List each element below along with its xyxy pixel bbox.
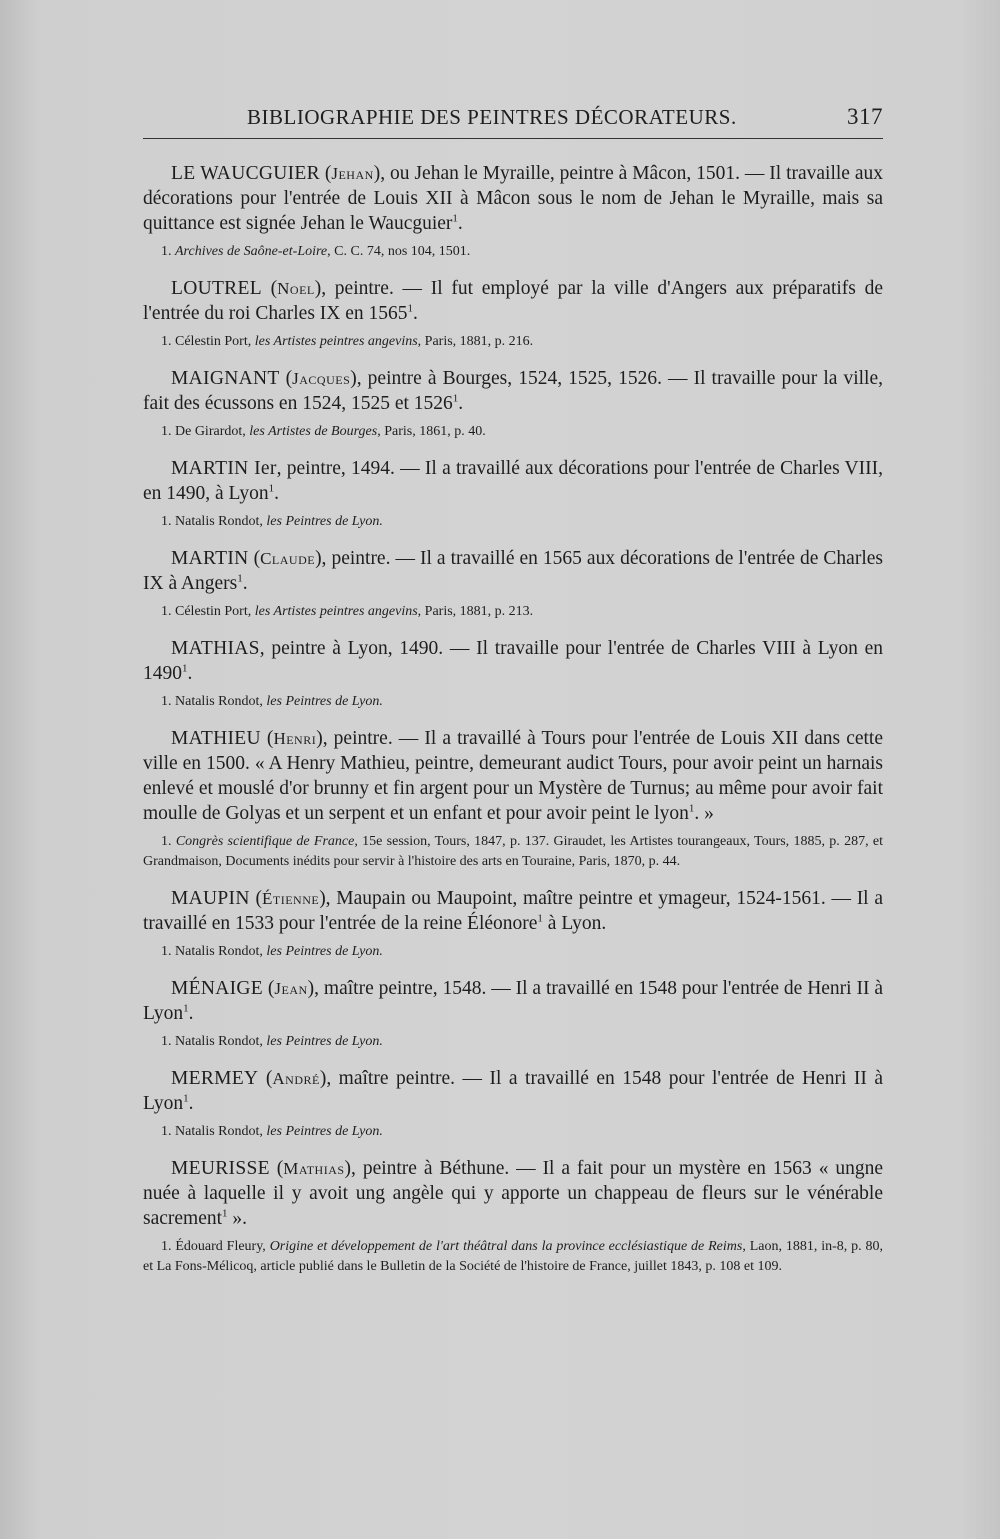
footnote-author: Célestin Port, <box>175 334 255 349</box>
paren: ( <box>263 978 275 999</box>
footnote-title: les Artistes de Bourges <box>249 424 378 439</box>
footnote-ref: 1 <box>182 662 188 675</box>
bibliography-entry <box>143 161 883 262</box>
entry-name: MATHIAS <box>171 638 260 659</box>
entry-body: ), ou Jehan le Myraille, peintre à Mâcon, 1501. — Il travaille aux décorations pour l'entrée de Louis XII à Mâcon sous le nom de Jehan le Myraille, mais sa quittance est signée Jehan le Waucguier <box>143 163 883 234</box>
footnote-number: 1. <box>161 694 172 709</box>
entry-text <box>143 726 883 826</box>
footnote-ref: 1 <box>237 572 243 585</box>
footnote-ref: 1 <box>407 302 414 315</box>
footnote-details: , 15e session, Tours, 1847, p. 137. Giraudet, les Artistes tourangeaux, Tours, 1885, p. 287, et Grandmaison, Documents inédits pour servir à l'histoire des arts en Touraine, Paris, 1870, p. 44. <box>143 834 883 869</box>
entry-end: . <box>458 393 464 414</box>
footnote-title: les Peintres de Lyon. <box>266 514 383 529</box>
entry-text <box>143 1066 883 1116</box>
bibliography-entry <box>143 1156 883 1277</box>
footnote-author: Natalis Rondot, <box>175 1124 267 1139</box>
paren: ( <box>248 548 261 569</box>
bibliography-entry <box>143 1066 883 1142</box>
footnote <box>143 512 883 532</box>
footnote <box>143 602 883 622</box>
footnote-title: les Artistes peintres angevins <box>254 604 418 619</box>
entry-forename: André <box>272 1069 320 1088</box>
footnote <box>143 242 883 262</box>
entry-body: ), peintre. — Il a travaillé à Tours pour l'entrée de Louis XII dans cette ville en 1500. « A Henry Mathieu, peintre, demeurant audict Tours, pour avoir peint un harnais enlevé et mouslé d'or brunny et fin argent pour un Mystère de Turnus; au même pour avoir fait moulle de Golyas et un serpent et un enfant et pour avoir peint le lyon <box>143 728 883 824</box>
entry-body: ), peintre à Bourges, 1524, 1525, 1526. — Il travaille pour la ville, fait des écussons en 1524, 1525 et 1526 <box>143 368 883 414</box>
footnote-number: 1. <box>161 1124 172 1139</box>
entry-forename: Noel <box>277 279 315 298</box>
footnote-ref: 1 <box>537 912 543 925</box>
footnote-ref: 1 <box>183 1002 189 1015</box>
footnote <box>143 942 883 962</box>
footnote-ref: 1 <box>183 1092 189 1105</box>
footnote-author: Natalis Rondot, <box>175 944 267 959</box>
page-header-title: BIBLIOGRAPHIE DES PEINTRES DÉCORATEURS. <box>247 105 737 129</box>
footnote-number: 1. <box>161 604 172 619</box>
bibliography-entry <box>143 546 883 622</box>
entry-end: . <box>413 303 418 324</box>
footnote <box>143 422 883 442</box>
entry-text <box>143 161 883 236</box>
footnote-ref: 1 <box>452 392 459 405</box>
entry-body: ), maître peintre, 1548. — Il a travaillé en 1548 pour l'entrée de Henri II à Lyon <box>143 978 883 1024</box>
footnote-number: 1. <box>161 244 172 259</box>
footnote <box>143 1032 883 1052</box>
footnote-details: , C. C. 74, nos 104, 1501. <box>327 244 471 259</box>
footnote-author: Célestin Port, <box>175 604 255 619</box>
entry-name: MAUPIN <box>171 888 250 909</box>
entry-name: LOUTREL <box>171 278 262 299</box>
entry-end: . <box>188 1093 194 1114</box>
footnote-title: Archives de Saône-et-Loire <box>175 244 328 259</box>
entry-text <box>143 456 883 506</box>
bibliography-entry <box>143 726 883 872</box>
footnote-title: les Peintres de Lyon. <box>266 1124 383 1139</box>
footnote <box>143 1122 883 1142</box>
entry-forename: Mathias <box>283 1159 345 1178</box>
footnote-number: 1. <box>161 1034 172 1049</box>
entry-body: , peintre, 1494. — Il a travaillé aux décorations pour l'entrée de Charles VIII, en 1490, à Lyon <box>143 458 883 504</box>
entry-text <box>143 886 883 936</box>
entry-body: ), Maupain ou Maupoint, maître peintre et ymageur, 1524-1561. — Il a travaillé en 1533 pour l'entrée de la reine Éléonore <box>143 888 883 934</box>
footnote-author: Natalis Rondot, <box>175 1034 267 1049</box>
footnote-number: 1. <box>161 834 172 849</box>
footnote-title: Congrès scientifique de France <box>175 834 355 849</box>
footnote-ref: 1 <box>688 802 695 815</box>
footnote-details: , Paris, 1881, p. 216. <box>417 334 534 349</box>
entry-name: MAIGNANT <box>171 368 280 389</box>
footnote-details: , Paris, 1881, p. 213. <box>417 604 534 619</box>
footnote <box>143 1237 883 1277</box>
entry-body: ), maître peintre. — Il a travaillé en 1548 pour l'entrée de Henri II à Lyon <box>143 1068 883 1114</box>
running-head <box>143 96 883 136</box>
paren: ( <box>269 1158 284 1179</box>
entry-text <box>143 1156 883 1231</box>
entry-end: ». <box>227 1208 248 1229</box>
entry-text <box>143 976 883 1026</box>
entry-body: ), peintre. — Il a travaillé en 1565 aux décorations de l'entrée de Charles IX à Angers <box>143 548 883 594</box>
entry-list <box>143 161 883 1277</box>
footnote-author: De Girardot, <box>175 424 250 439</box>
footnote-number: 1. <box>161 944 172 959</box>
paren: ( <box>261 278 278 299</box>
footnote-title: les Peintres de Lyon. <box>266 944 383 959</box>
entry-end: . <box>187 663 193 684</box>
footnote-title: Origine et développement de l'art théâtral dans la province ecclésiastique de Reims <box>269 1239 743 1254</box>
entry-forename: Claude <box>260 549 316 568</box>
footnote-number: 1. <box>161 514 172 529</box>
footnote-ref: 1 <box>452 212 458 225</box>
entry-forename: Jehan <box>331 164 374 183</box>
footnote-details: , Paris, 1861, p. 40. <box>377 424 486 439</box>
entry-text <box>143 546 883 596</box>
entry-name: MÉNAIGE <box>171 978 264 999</box>
entry-end: . <box>457 213 463 234</box>
footnote-ref: 1 <box>222 1207 228 1220</box>
paren: ( <box>249 888 262 909</box>
entry-end: à Lyon. <box>542 913 607 934</box>
footnote-title: les Artistes peintres angevins <box>254 334 418 349</box>
paren: ( <box>260 728 274 749</box>
entry-name: MATHIEU <box>171 728 261 749</box>
paren: ( <box>319 163 332 184</box>
entry-forename: Étienne <box>261 889 320 908</box>
footnote-number: 1. <box>161 1239 172 1254</box>
entry-body: ), peintre. — Il fut employé par la ville d'Angers aux préparatifs de l'entrée du roi Charles IX en 1565 <box>143 278 883 324</box>
footnote-author: Natalis Rondot, <box>175 694 267 709</box>
entry-end: . <box>188 1003 194 1024</box>
entry-text <box>143 636 883 686</box>
footnote-title: les Peintres de Lyon. <box>266 694 383 709</box>
footnote-details: , Laon, 1881, in-8, p. 80, et La Fons-Mélicoq, article publié dans le Bulletin de la Société de l'histoire de France, juillet 1843, p. 108 et 109. <box>143 1239 884 1274</box>
entry-forename: Jean <box>274 979 308 998</box>
bibliography-entry <box>143 636 883 712</box>
entry-name: LE WAUCGUIER <box>171 163 320 184</box>
bibliography-entry <box>143 886 883 962</box>
footnote <box>143 332 883 352</box>
footnote <box>143 692 883 712</box>
entry-text <box>143 276 883 326</box>
footnote-ref: 1 <box>268 482 275 495</box>
entry-text <box>143 366 883 416</box>
entry-forename: Jacques <box>292 369 351 388</box>
paren: ( <box>258 1068 273 1089</box>
header-rule <box>143 138 883 139</box>
entry-end: . <box>242 573 248 594</box>
entry-name: MEURISSE <box>171 1158 270 1179</box>
footnote-number: 1. <box>161 334 172 349</box>
footnote <box>143 832 883 872</box>
paren: ( <box>279 368 293 389</box>
entry-name: MARTIN <box>171 548 249 569</box>
entry-end: . » <box>694 803 714 824</box>
entry-forename: Henri <box>273 729 317 748</box>
entry-body: ), peintre à Béthune. — Il a fait pour un mystère en 1563 « ungne nuée à laquelle il y avoit ung angèle qui y apporte un chappeau de fleurs sur le vénérable sacrement <box>143 1158 884 1229</box>
footnote-title: les Peintres de Lyon. <box>266 1034 383 1049</box>
bibliography-entry <box>143 276 883 352</box>
entry-end: . <box>274 483 280 504</box>
entry-name: MARTIN Ier <box>171 458 277 479</box>
footnote-number: 1. <box>161 424 172 439</box>
page-content <box>143 96 883 1291</box>
page-number: 317 <box>847 104 883 129</box>
entry-body: , peintre à Lyon, 1490. — Il travaille pour l'entrée de Charles VIII à Lyon en 1490 <box>143 638 883 684</box>
bibliography-entry <box>143 456 883 532</box>
footnote-author: Natalis Rondot, <box>175 514 267 529</box>
footnote-author: Édouard Fleury, <box>175 1239 270 1254</box>
entry-name: MERMEY <box>171 1068 259 1089</box>
bibliography-entry <box>143 976 883 1052</box>
bibliography-entry <box>143 366 883 442</box>
